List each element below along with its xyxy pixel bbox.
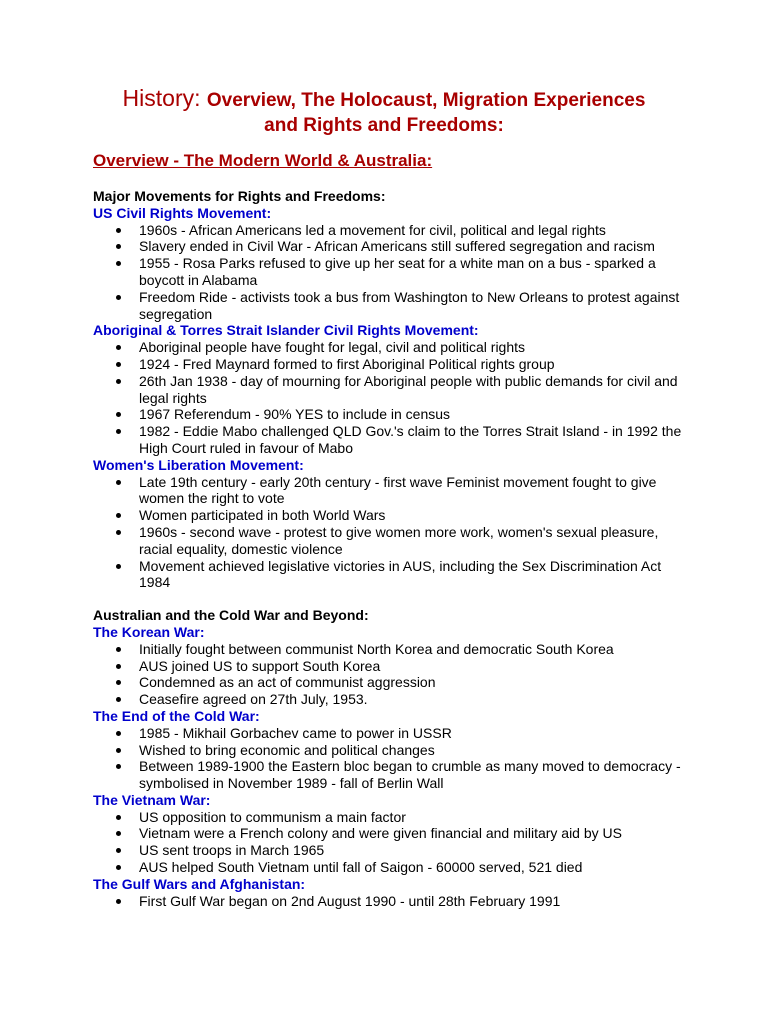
list-item	[139, 474, 683, 508]
bullet-icon	[116, 748, 121, 753]
list-item-text: Initially fought between communist North Korea and democratic South Korea	[139, 640, 614, 657]
list-item-text: 1960s - African Americans led a movement for civil, political and legal rights	[139, 221, 606, 238]
list-item-text: Condemned as an act of communist aggression	[139, 674, 436, 691]
section-subheading: The Vietnam War:	[93, 791, 211, 808]
list-item-text: 1982 - Eddie Mabo challenged QLD Gov.'s claim to the Torres Strait Island - in 1992 the High Court ruled in favour of Mabo	[139, 423, 682, 456]
list-item	[139, 289, 683, 323]
bullet-icon	[116, 530, 121, 535]
bullet-icon	[116, 831, 121, 836]
list-item	[139, 842, 683, 859]
section-subheading: The Gulf Wars and Afghanistan:	[93, 875, 306, 892]
list-item-text: 26th Jan 1938 - day of mourning for Aboriginal people with public demands for civil and legal rights	[139, 372, 678, 406]
bullet-icon	[116, 295, 121, 300]
bullet-icon	[116, 647, 121, 652]
list-item	[139, 222, 683, 239]
bullet-icon	[116, 412, 121, 417]
list-item	[139, 255, 683, 289]
bullet-list	[93, 725, 683, 792]
list-item-text: 1967 Referendum - 90% YES to include in census	[139, 406, 451, 423]
title-colon: :	[194, 85, 207, 111]
list-item-text: AUS joined US to support South Korea	[139, 657, 381, 674]
list-item	[139, 641, 683, 658]
title-line-2: and Rights and Freedoms:	[264, 115, 504, 136]
bullet-icon	[116, 865, 121, 870]
list-item-text: 1985 - Mikhail Gorbachev came to power in USSR	[139, 724, 452, 741]
bullet-icon	[116, 764, 121, 769]
bullet-icon	[116, 697, 121, 702]
title-line-1: Overview, The Holocaust, Migration Experiences	[206, 90, 646, 111]
list-item	[139, 524, 683, 558]
list-item-text: Women participated in both World Wars	[139, 507, 386, 524]
list-item-text: Late 19th century - early 20th century - first wave Feminist movement fought to give women the right to vote	[139, 473, 657, 507]
list-item-text: AUS helped South Vietnam until fall of Saigon - 60000 served, 521 died	[139, 859, 583, 876]
bullet-icon	[116, 379, 121, 384]
bullet-icon	[116, 731, 121, 736]
section-subheading: Aboriginal & Torres Strait Islander Civil Rights Movement:	[93, 322, 479, 339]
list-item-text: US opposition to communism a main factor	[139, 808, 406, 825]
group-title: Major Movements for Rights and Freedoms:	[93, 188, 386, 204]
list-item-text: US sent troops in March 1965	[139, 842, 325, 859]
list-item-text: Aboriginal people have fought for legal, civil and political rights	[139, 339, 526, 356]
bullet-list	[93, 222, 683, 323]
bullet-list	[93, 641, 683, 708]
list-item	[139, 339, 683, 356]
list-item	[139, 658, 683, 675]
title-lead: History	[122, 85, 195, 111]
bullet-icon	[116, 362, 121, 367]
list-item-text: Between 1989-1900 the Eastern bloc began to crumble as many moved to democracy - symbolised in November 1989 - fall of Berlin Wall	[139, 758, 681, 792]
bullet-icon	[116, 228, 121, 233]
section-subheading: The End of the Cold War:	[93, 707, 260, 724]
list-item	[139, 893, 683, 910]
list-item	[139, 859, 683, 876]
list-item	[139, 725, 683, 742]
list-item	[139, 674, 683, 691]
bullet-icon	[116, 429, 121, 434]
bullet-icon	[116, 680, 121, 685]
list-item	[139, 238, 683, 255]
bullet-icon	[116, 261, 121, 266]
bullet-list	[93, 809, 683, 876]
bullet-icon	[116, 848, 121, 853]
list-item	[139, 373, 683, 407]
bullet-icon	[116, 513, 121, 518]
list-item-text: Freedom Ride - activists took a bus from Washington to New Orleans to protest against segregation	[139, 288, 680, 322]
list-item-text: 1960s - second wave - protest to give women more work, women's sexual pleasure, racial equality, domestic violence	[139, 523, 659, 557]
list-item-text: First Gulf War began on 2nd August 1990 - until 28th February 1991	[139, 892, 561, 909]
list-item-text: 1924 - Fred Maynard formed to first Aboriginal Political rights group	[139, 355, 555, 372]
list-item-text: Wished to bring economic and political changes	[139, 741, 435, 758]
list-item	[139, 558, 683, 592]
bullet-icon	[116, 480, 121, 485]
section-subheading: The Korean War:	[93, 623, 205, 640]
bullet-list	[93, 339, 683, 457]
bullet-list	[93, 893, 683, 910]
list-item	[139, 507, 683, 524]
list-item-text: 1955 - Rosa Parks refused to give up her seat for a white man on a bus - sparked a boycott in Alabama	[139, 255, 656, 288]
group-title: Australian and the Cold War and Beyond:	[93, 607, 369, 624]
bullet-icon	[116, 899, 121, 904]
list-item	[139, 742, 683, 759]
bullet-list	[93, 474, 683, 592]
list-item	[139, 406, 683, 423]
bullet-icon	[116, 664, 121, 669]
document-title	[0, 86, 768, 138]
list-item	[139, 356, 683, 373]
document-content	[93, 188, 683, 909]
bullet-icon	[116, 345, 121, 350]
list-item	[139, 825, 683, 842]
section-heading: Overview - The Modern World & Australia:	[93, 151, 433, 170]
list-item	[139, 758, 683, 792]
section-subheading: US Civil Rights Movement:	[93, 204, 272, 221]
bullet-icon	[116, 815, 121, 820]
list-item-text: Movement achieved legislative victories in AUS, including the Sex Discrimination Act 1984	[139, 557, 662, 591]
list-item	[139, 809, 683, 826]
list-item	[139, 423, 683, 457]
bullet-icon	[116, 244, 121, 249]
list-item-text: Slavery ended in Civil War - African Americans still suffered segregation and racism	[139, 238, 655, 255]
list-item	[139, 691, 683, 708]
bullet-icon	[116, 564, 121, 569]
list-item-text: Ceasefire agreed on 27th July, 1953.	[139, 691, 368, 708]
list-item-text: Vietnam were a French colony and were given financial and military aid by US	[139, 825, 622, 842]
section-subheading: Women's Liberation Movement:	[93, 456, 304, 473]
